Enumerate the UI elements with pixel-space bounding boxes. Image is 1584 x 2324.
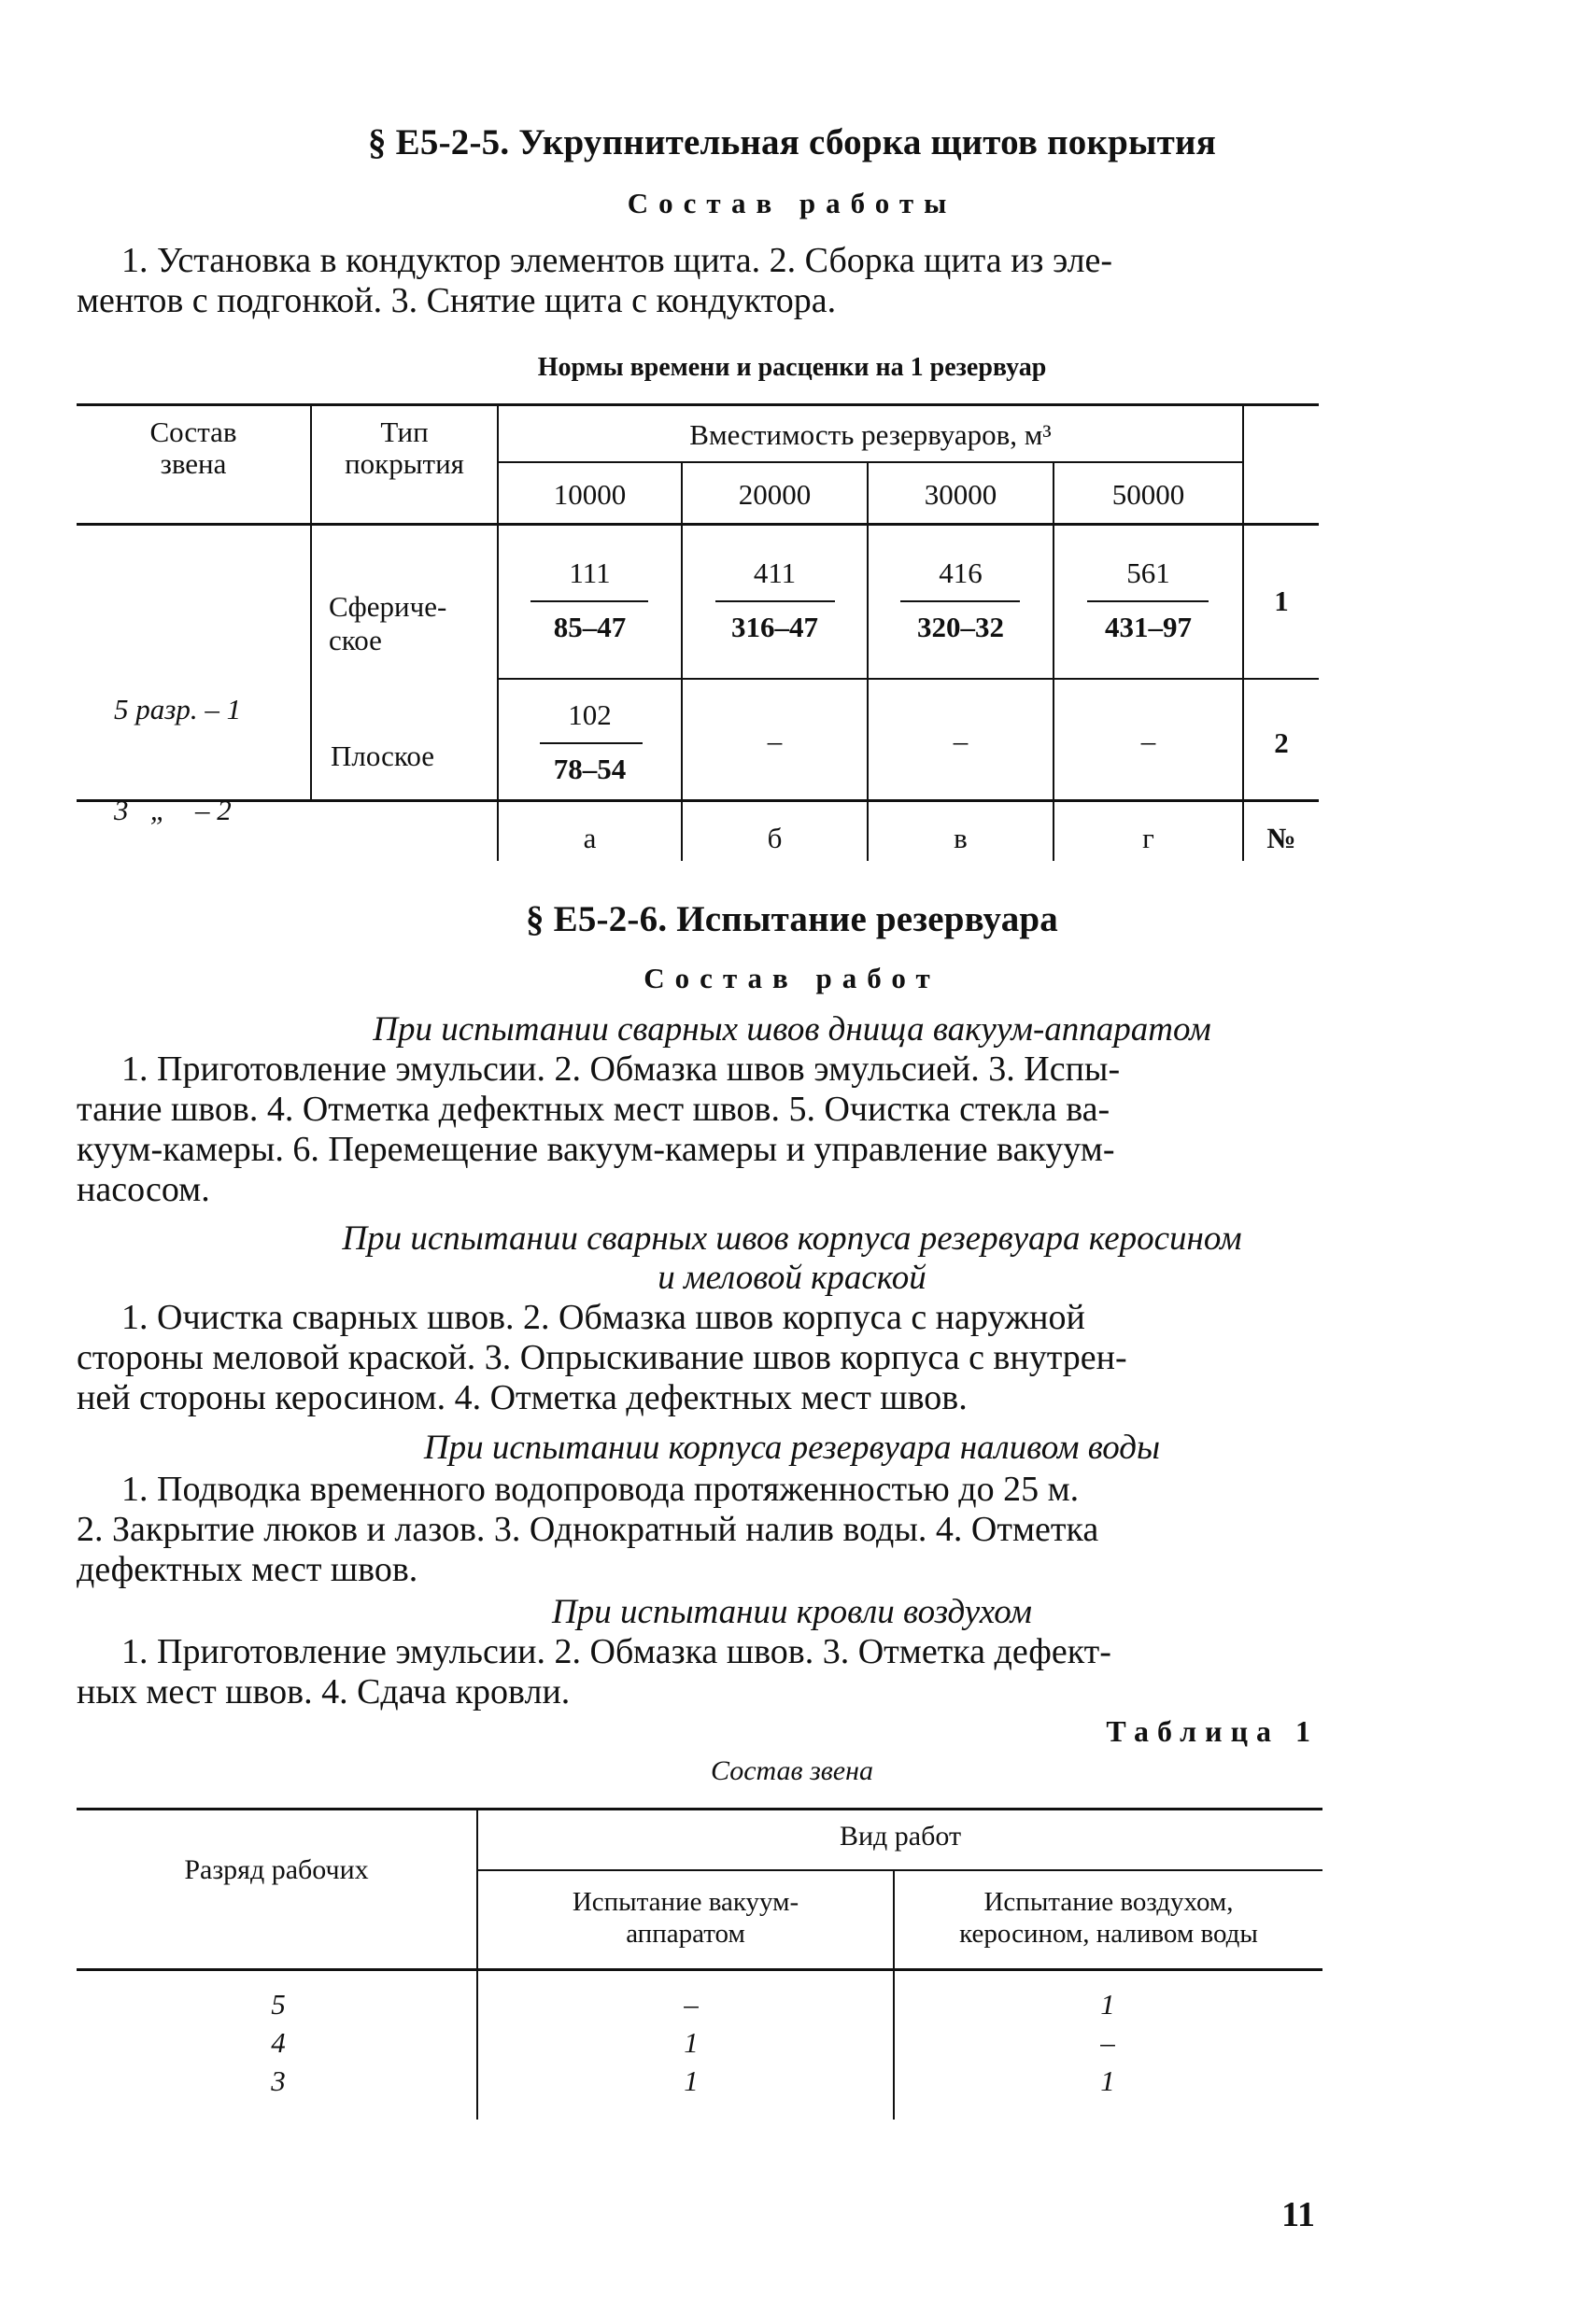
header-crew (77, 416, 310, 480)
sub1-text (77, 1049, 1321, 1210)
air-row3: 1 (1100, 2064, 1115, 2097)
row2-a-fraction-bar (540, 742, 643, 744)
header-vacuum (478, 1886, 893, 1950)
section1-text-line1: 1. Установка в кондуктор элементов щита. 2. Сборка щита из эле- (121, 241, 1113, 280)
header-cover-type-line2: покрытия (345, 447, 464, 480)
crew-table-top-rule (77, 1808, 1322, 1810)
capacity-50000: 50000 (1111, 478, 1185, 511)
col-letter-v: в (954, 822, 968, 854)
section1-composition-heading: Состав работы (627, 187, 957, 219)
sub4-line1: 1. Приготовление эмульсии. 2. Обмазка швов. 3. Отметка дефект- (121, 1632, 1111, 1671)
crew-line1: 5 разр. – 1 (114, 693, 242, 725)
norms-table-header-rule (77, 523, 1319, 526)
section2-title: § Е5-2-6. Испытание резервуара (525, 899, 1058, 939)
header-capacity: Вместимость резервуаров, м³ (689, 418, 1052, 451)
air-row1: 1 (1100, 1988, 1115, 2021)
header-grade: Разряд рабочих (184, 1854, 369, 1885)
col-letter-b: б (767, 822, 783, 854)
norms-table-vline-6 (1242, 403, 1244, 861)
row1-b-top: 411 (753, 556, 797, 589)
grade-4: 4 (271, 2026, 286, 2059)
capacity-10000: 10000 (553, 478, 627, 511)
sub2-line1: 1. Очистка сварных швов. 2. Обмазка швов корпуса с наружной (121, 1298, 1085, 1337)
row1-c-bottom: 320–32 (917, 611, 1004, 643)
section2-composition-heading: Состав работ (644, 962, 940, 994)
row1-a-top: 111 (569, 556, 611, 589)
sub1-title: При испытании сварных швов днища вакуум-аппаратом (373, 1010, 1211, 1049)
section1-table-caption: Нормы времени и расценки на 1 резервуар (537, 353, 1047, 382)
row2-b-dash: – (767, 725, 783, 757)
norms-table-vline-3 (681, 461, 683, 861)
row1-cover-type-line1: Сфериче- (329, 590, 447, 623)
vacuum-row2: 1 (684, 2026, 699, 2059)
row2-number: 2 (1274, 726, 1289, 759)
table1-caption: Состав звена (710, 1755, 873, 1786)
row1-b-fraction-bar (715, 600, 835, 602)
row1-cover-type-line2: ское (329, 624, 382, 656)
sub3-text (77, 1470, 1321, 1590)
grade-5: 5 (271, 1988, 286, 2021)
sub2-title-line1: При испытании сварных швов корпуса резервуара керосином (342, 1219, 1242, 1258)
row2-c-dash: – (953, 725, 969, 757)
crew-line2: 3 „ – 2 (114, 794, 232, 826)
col-number-label: № (1266, 822, 1296, 854)
sub1-line1: 1. Приготовление эмульсии. 2. Обмазка швов эмульсией. 3. Испы- (121, 1049, 1121, 1089)
header-vacuum-line2: аппаратом (626, 1919, 745, 1949)
grade-column (232, 1985, 325, 2100)
row2-a-top: 102 (568, 698, 612, 731)
table1-label: Таблица 1 (1106, 1714, 1319, 1748)
norms-table-row-rule (497, 678, 1319, 680)
vacuum-row3: 1 (684, 2064, 699, 2097)
sub3-line3: дефектных мест швов. (77, 1550, 418, 1589)
header-air-line2: керосином, наливом воды (959, 1919, 1258, 1949)
sub1-line2: тание швов. 4. Отметка дефектных мест швов. 5. Очистка стекла ва- (77, 1090, 1110, 1129)
sub4-text (77, 1632, 1321, 1712)
col-letter-g: г (1142, 822, 1154, 854)
row1-a-fraction-bar (530, 600, 648, 602)
page-number: 11 (1281, 2195, 1315, 2234)
air-row2: – (1100, 2026, 1115, 2059)
sub4-line2: ных мест швов. 4. Сдача кровли. (77, 1672, 571, 1711)
norms-table-vline-5 (1053, 461, 1054, 861)
row1-c-top: 416 (939, 556, 983, 589)
header-crew-line2: звена (160, 447, 227, 480)
header-cover-type-line1: Тип (380, 416, 429, 448)
section1-text (77, 241, 1321, 321)
row1-d-fraction-bar (1087, 600, 1209, 602)
crew-composition (114, 626, 241, 894)
sub3-title: При испытании корпуса резервуара наливом воды (423, 1429, 1161, 1467)
sub1-line3: куум-камеры. 6. Перемещение вакуум-камеры и управление вакуум- (77, 1130, 1115, 1169)
vacuum-row1: – (684, 1988, 699, 2021)
row1-d-top: 561 (1126, 556, 1170, 589)
norms-table-vline-4 (867, 461, 869, 861)
norms-table-bottom-rule (77, 799, 1319, 802)
sub4-title: При испытании кровли воздухом (552, 1593, 1032, 1631)
row2-d-dash: – (1140, 725, 1156, 757)
grade-3: 3 (271, 2064, 286, 2097)
header-work-type: Вид работ (839, 1821, 962, 1852)
row1-c-fraction-bar (900, 600, 1020, 602)
row1-number: 1 (1274, 585, 1289, 617)
sub2-title (0, 1219, 1584, 1298)
row1-d-bottom: 431–97 (1105, 611, 1192, 643)
sub2-text (77, 1298, 1321, 1418)
sub3-line2: 2. Закрытие люков и лазов. 3. Однократный налив воды. 4. Отметка (77, 1510, 1099, 1549)
row1-a-bottom: 85–47 (553, 611, 627, 643)
crew-table-vline-1 (476, 1808, 478, 2120)
norms-table-capacity-rule (497, 461, 1244, 463)
crew-table-work-rule (478, 1869, 1322, 1871)
vacuum-column (644, 1985, 738, 2100)
header-cover-type (312, 416, 497, 480)
sub2-line2: стороны меловой краской. 3. Опрыскивание швов корпуса с внутрен- (77, 1338, 1127, 1377)
header-air (895, 1886, 1322, 1950)
norms-table-top-rule (77, 403, 1319, 406)
sub3-line1: 1. Подводка временного водопровода протяженностью до 25 м. (121, 1470, 1080, 1509)
header-air-line1: Испытание воздухом, (983, 1887, 1234, 1917)
row1-cover-type (329, 590, 446, 657)
capacity-20000: 20000 (738, 478, 812, 511)
col-letter-a: а (583, 822, 597, 854)
capacity-30000: 30000 (924, 478, 997, 511)
air-column (1061, 1985, 1154, 2100)
row2-a-bottom: 78–54 (553, 753, 627, 785)
row1-b-bottom: 316–47 (731, 611, 818, 643)
section1-text-line2: ментов с подгонкой. 3. Снятие щита с кондуктора. (77, 281, 837, 320)
header-vacuum-line1: Испытание вакуум- (572, 1887, 799, 1917)
sub2-line3: ней стороны керосином. 4. Отметка дефектных мест швов. (77, 1378, 968, 1417)
row2-cover-type: Плоское (331, 739, 435, 772)
header-crew-line1: Состав (149, 416, 237, 448)
section1-title: § Е5-2-5. Укрупнительная сборка щитов покрытия (368, 122, 1216, 162)
sub1-line4: насосом. (77, 1170, 210, 1209)
sub2-title-line2: и меловой краской (658, 1259, 926, 1297)
crew-table-header-rule (77, 1968, 1322, 1971)
